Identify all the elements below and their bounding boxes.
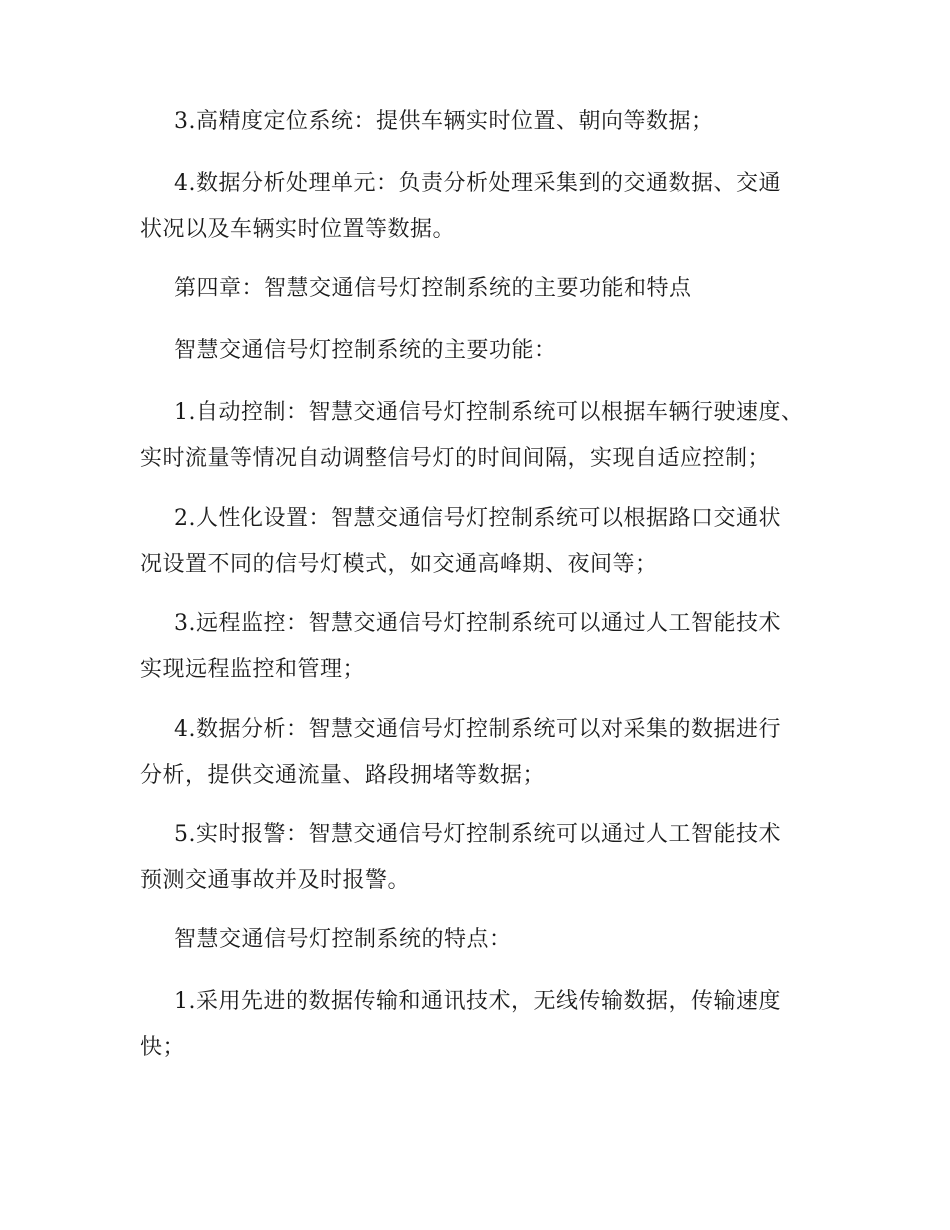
paragraph-line: 4.数据分析：智慧交通信号灯控制系统可以对采集的数据进行 bbox=[174, 717, 781, 742]
paragraph-data-analysis-unit bbox=[140, 161, 840, 253]
paragraph-line: 智慧交通信号灯控制系统的主要功能： bbox=[174, 338, 557, 363]
section-heading-functions bbox=[140, 328, 840, 374]
paragraph-line: 2.人性化设置：智慧交通信号灯控制系统可以根据路口交通状 bbox=[174, 506, 781, 531]
paragraph-realtime-alarm bbox=[140, 812, 840, 904]
paragraph-positioning-system bbox=[140, 99, 840, 145]
paragraph-line: 预测交通事故并及时报警。 bbox=[140, 868, 411, 893]
paragraph-line: 4.数据分析处理单元：负责分析处理采集到的交通数据、交通 bbox=[174, 171, 781, 196]
chapter-heading bbox=[140, 266, 840, 312]
paragraph-line: 分析，提供交通流量、路段拥堵等数据； bbox=[140, 763, 546, 788]
paragraph-auto-control bbox=[140, 390, 840, 482]
paragraph-line: 3.高精度定位系统：提供车辆实时位置、朝向等数据； bbox=[174, 109, 714, 134]
paragraph-line: 第四章：智慧交通信号灯控制系统的主要功能和特点 bbox=[174, 276, 692, 301]
paragraph-line: 况设置不同的信号灯模式，如交通高峰期、夜间等； bbox=[140, 552, 658, 577]
paragraph-line: 1.采用先进的数据传输和通讯技术，无线传输数据，传输速度 bbox=[174, 989, 781, 1014]
paragraph-line: 智慧交通信号灯控制系统的特点： bbox=[174, 927, 512, 952]
paragraph-advanced-transmission bbox=[140, 979, 840, 1071]
paragraph-line: 3.远程监控：智慧交通信号灯控制系统可以通过人工智能技术 bbox=[174, 611, 781, 636]
paragraph-line: 5.实时报警：智慧交通信号灯控制系统可以通过人工智能技术 bbox=[174, 822, 781, 847]
paragraph-line: 1.自动控制：智慧交通信号灯控制系统可以根据车辆行驶速度、 bbox=[174, 400, 804, 425]
paragraph-line: 快； bbox=[140, 1035, 186, 1060]
paragraph-line: 状况以及车辆实时位置等数据。 bbox=[140, 217, 456, 242]
paragraph-line: 实现远程监控和管理； bbox=[140, 657, 366, 682]
paragraph-remote-monitoring bbox=[140, 601, 840, 693]
paragraph-line: 实时流量等情况自动调整信号灯的时间间隔，实现自适应控制； bbox=[140, 446, 771, 471]
section-heading-features bbox=[140, 917, 840, 963]
paragraph-data-analysis bbox=[140, 707, 840, 799]
paragraph-humanized-settings bbox=[140, 496, 840, 588]
